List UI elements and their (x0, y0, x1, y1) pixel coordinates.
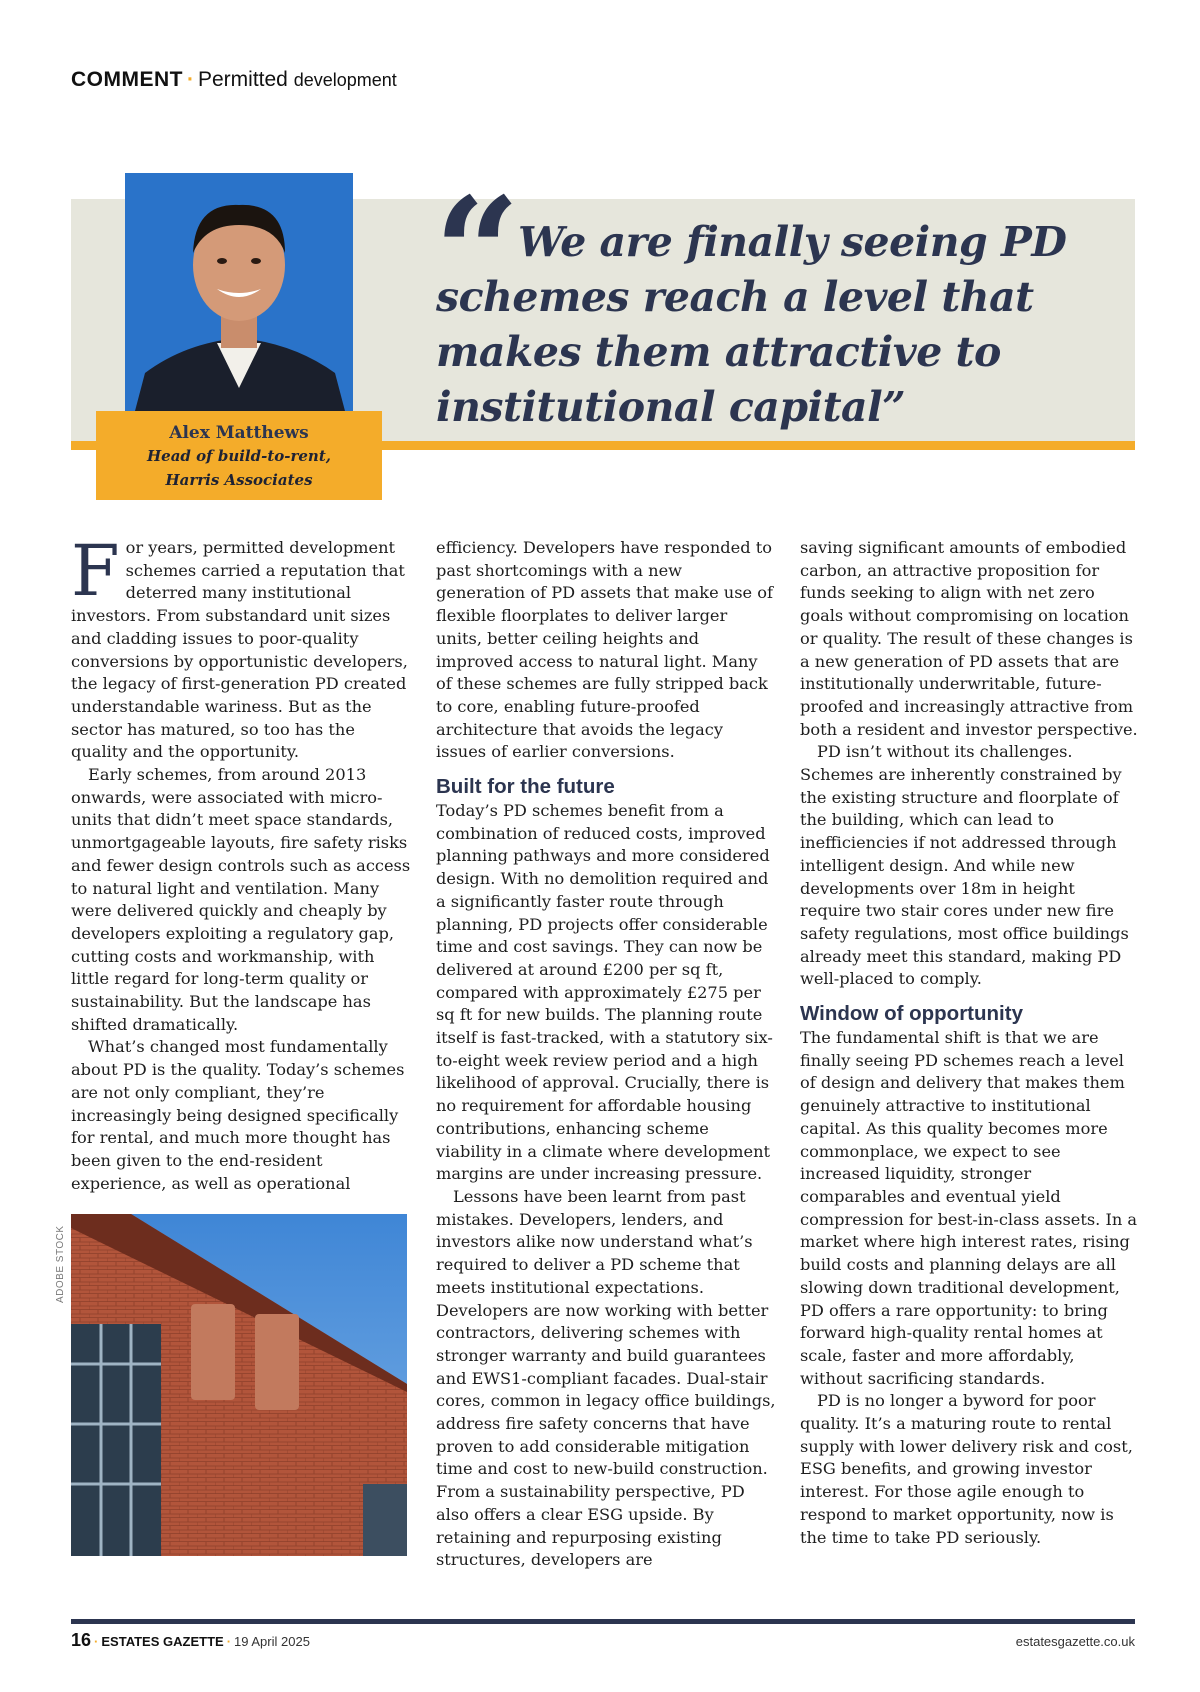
article-paragraph: Today’s PD schemes benefit from a combination of reduced costs, improved planning pathways and more considered design. With no demolition required and a significantly faster route through planning, PD projects offer considerable time and cost savings. They can now be delivered at around £200 per sq ft, compared with approximately £275 per sq ft for new builds. The planning route itself is fast-tracked, with a statutory six-to-eight week review period and a high likelihood of approval. Crucially, there is no requirement for affordable housing contributions, enhancing scheme viability in a climate where development margins are under increasing pressure. (436, 801, 773, 1184)
issue-date: 19 April 2025 (234, 1634, 310, 1649)
section-topic-part1: Permitted (198, 68, 288, 91)
building-photo (71, 1214, 407, 1556)
pull-quote (436, 215, 1086, 435)
article-paragraph: For years, permitted development schemes carried a reputation that deterred many institutional investors. From substandard unit sizes and cladding issues to poor-quality conversions by opportunistic developers, the legacy of first-generation PD created understandable wariness. But as the sector has matured, so too has the quality and the opportunity. (71, 530, 408, 762)
footer-folio (71, 1630, 310, 1651)
article-paragraph: PD is no longer a byword for poor quality. It’s a maturing route to rental supply with lower delivery risk and cost, ESG benefits, and growing investor interest. For those agile enough to respond to market opportunity, now is the time to take PD seriously. (800, 1391, 1133, 1547)
author-role-line2: Harris Associates (165, 471, 313, 489)
photo-credit: ADOBE STOCK (55, 1225, 66, 1303)
website-link[interactable]: estatesgazette.co.uk (1015, 1634, 1135, 1649)
article-paragraph: Early schemes, from around 2013 onwards, were associated with micro-units that didn’t meet space standards, unmortgageable layouts, fire safety risks and fewer design controls such as access to natural light and ventilation. Many were delivered quickly and cheaply by developers exploiting a regulatory gap, cutting costs and workmanship, with little regard for long-term quality or sustainability. But the landscape has shifted dramatically. (71, 765, 411, 1034)
article-paragraph: PD isn’t without its challenges. Schemes are inherently constrained by the existing structure and floorplate of the building, which can lead to inefficiencies if not addressed through intelligent design. And while new developments over 18m in height require two stair cores under new fire safety regulations, most office buildings already meet this standard, making PD well-placed to comply. (800, 742, 1129, 989)
article-column-1 (71, 530, 411, 1195)
pull-quote-line2: schemes reach a level that (436, 273, 1034, 321)
subheading-window-of-opportunity: Window of opportunity (800, 1002, 1023, 1026)
article-paragraph: The fundamental shift is that we are finally seeing PD schemes reach a level of design and delivery that makes them genuinely attractive to institutional capital. As this quality becomes more commonplace, we expect to see increased liquidity, stronger comparables and eventual yield compression for best-in-class assets. In a market where high interest rates, rising build costs and planning delays are all slowing down traditional development, PD offers a rare opportunity: to bring forward high-quality rental homes at scale, faster and more affordably, without sacrificing standards. (800, 1028, 1138, 1388)
article-column-3 (800, 537, 1140, 1549)
pull-quote-line3: makes them attractive to (436, 328, 1001, 376)
author-portrait-image (125, 173, 353, 411)
building-photo-image (71, 1214, 407, 1556)
pull-quote-line4: institutional capital” (436, 383, 906, 431)
article-paragraph: Lessons have been learnt from past mistakes. Developers, lenders, and investors alike now understand what’s required to deliver a PD scheme that meets institutional expectations. Developers are now working with better contractors, delivering schemes with stronger warranty and build guarantees and EWS1-compliant facades. Dual-stair cores, common in legacy office buildings, address fire safety concerns that have proven to add considerable mitigation time and cost to new-build construction. From a sustainability perspective, PD also offers a clear ESG upside. By retaining and repurposing existing structures, developers are (436, 1186, 776, 1570)
subheading-built-for-the-future: Built for the future (436, 775, 615, 799)
author-portrait (125, 173, 353, 411)
author-caption (96, 411, 382, 500)
pull-quote-line1: We are finally seeing PD (518, 218, 1067, 266)
drop-cap: F (71, 530, 120, 612)
quote-mark-icon: “ (434, 165, 521, 341)
footer-rule (71, 1619, 1135, 1624)
section-header (71, 68, 397, 92)
section-topic-part2: development (293, 70, 397, 90)
article-paragraph: saving significant amounts of embodied carbon, an attractive proposition for funds seeking to align with net zero goals without compromising on location or quality. The result of these changes is a new generation of PD assets that are institutionally underwritable, future-proofed and increasingly attractive from both a resident and investor perspective. (800, 538, 1138, 739)
section-kicker: COMMENT (71, 68, 183, 91)
footer-separator: · (94, 1634, 99, 1649)
publication-name: ESTATES GAZETTE (101, 1634, 224, 1649)
header-separator: · (187, 68, 194, 91)
author-role-line1: Head of build-to-rent, (147, 447, 331, 465)
footer-separator: · (226, 1634, 232, 1649)
page-number: 16 (71, 1630, 92, 1650)
author-name: Alex Matthews (169, 423, 309, 443)
article-paragraph: efficiency. Developers have responded to past shortcomings with a new generation of PD assets that make use of flexible floorplates to deliver larger units, better ceiling heights and improved access to natural light. Many of these schemes are fully stripped back to core, enabling future-proofed architecture that avoids the legacy issues of earlier conversions. (436, 538, 773, 762)
article-paragraph: What’s changed most fundamentally about PD is the quality. Today’s schemes are not only compliant, they’re increasingly being designed specifically for rental, and much more thought has been given to the end-resident experience, as well as operational (71, 1037, 405, 1193)
article-column-2 (436, 537, 776, 1572)
